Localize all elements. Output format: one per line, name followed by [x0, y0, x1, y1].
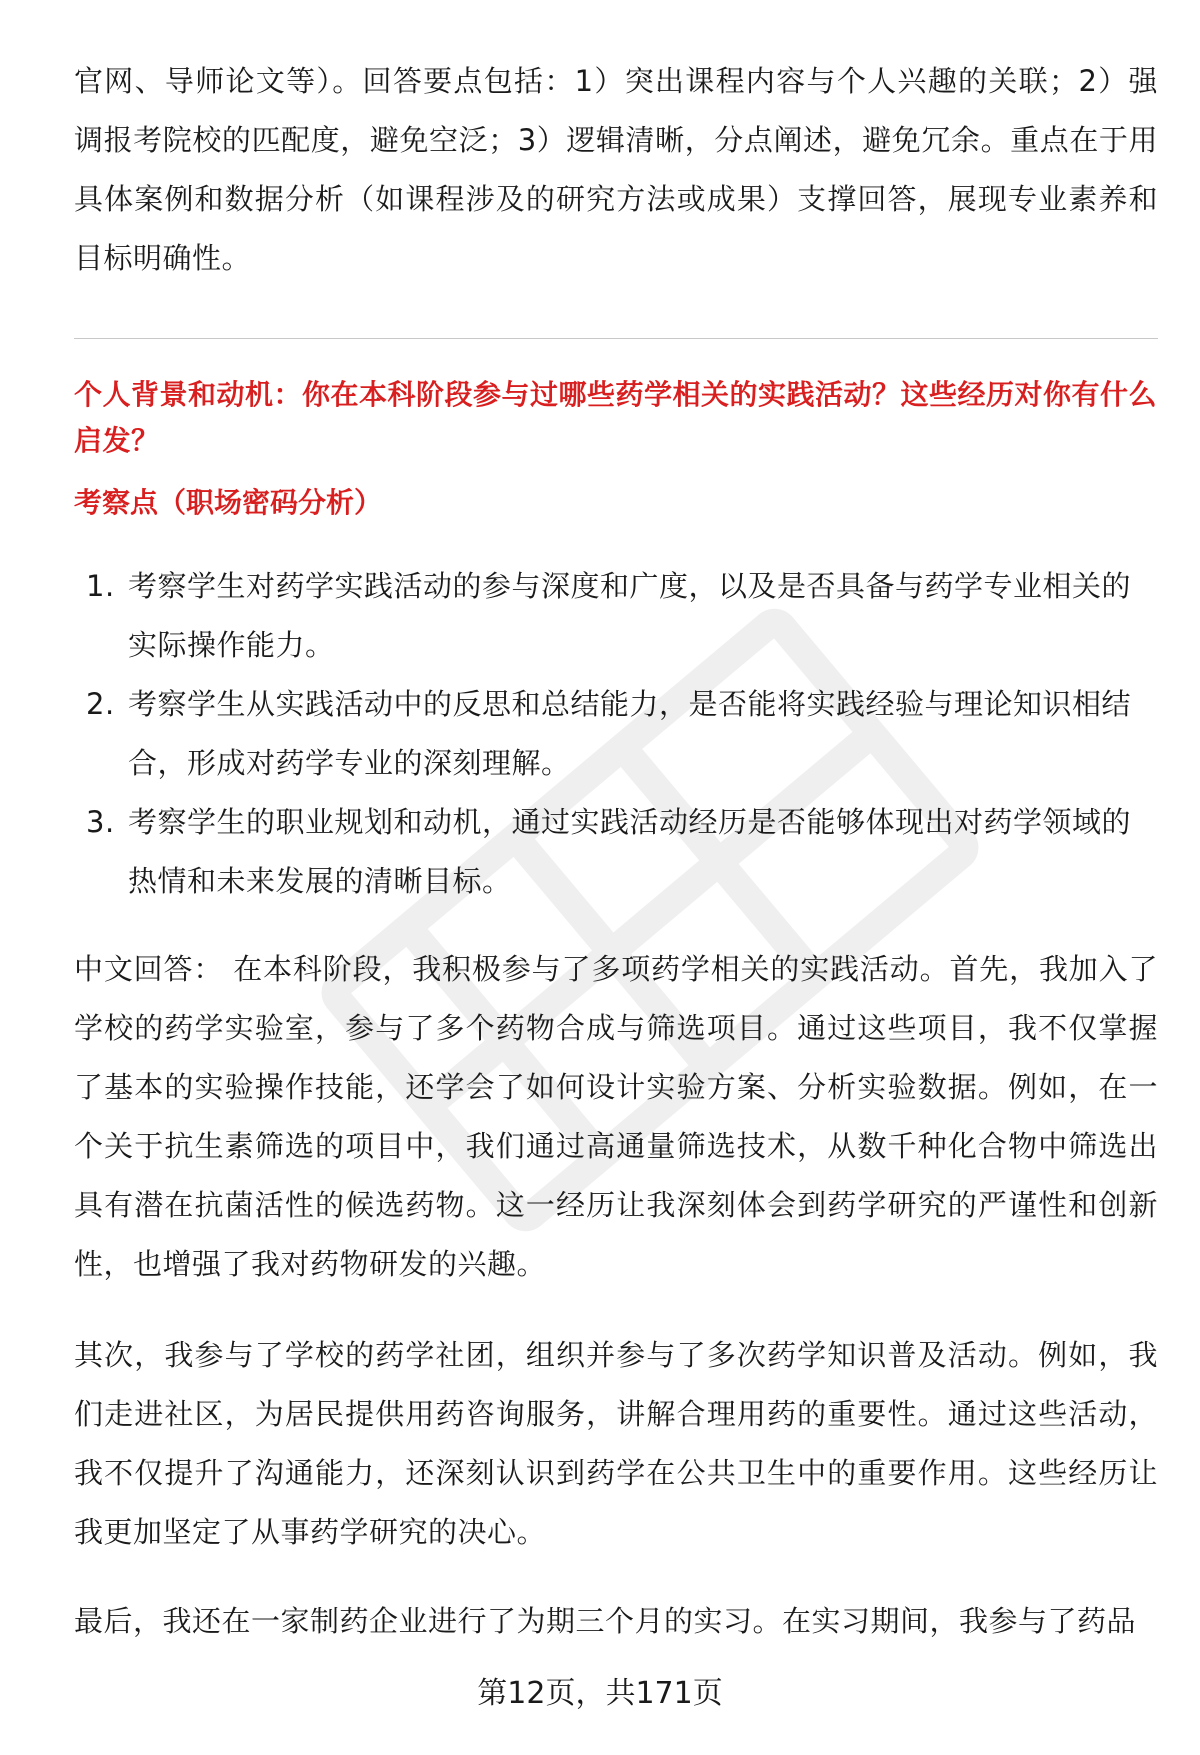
exam-points-list: [74, 557, 1158, 911]
answer-paragraph-1: 中文回答： 在本科阶段，我积极参与了多项药学相关的实践活动。首先，我加入了学校的药学实验室，参与了多个药物合成与筛选项目。通过这些项目，我不仅掌握了基本的实验操作技能，还学会了如何设计实验方案、分析实验数据。例如，在一个关于抗生素筛选的项目中，我们通过高通量筛选技术，从数千种化合物中筛选出具有潜在抗菌活性的候选药物。这一经历让我深刻体会到药学研究的严谨性和创新性，也增强了我对药物研发的兴趣。: [74, 952, 1158, 1281]
list-item-text: 考察学生从实践活动中的反思和总结能力，是否能将实践经验与理论知识相结合，形成对药学专业的深刻理解。: [128, 687, 1132, 780]
exam-points-title: 考察点（职场密码分析）: [74, 486, 383, 519]
answer-paragraph-2: 其次，我参与了学校的药学社团，组织并参与了多次药学知识普及活动。例如，我们走进社区，为居民提供用药咨询服务，讲解合理用药的重要性。通过这些活动，我不仅提升了沟通能力，还深刻认识到药学在公共卫生中的重要作用。这些经历让我更加坚定了从事药学研究的决心。: [74, 1338, 1158, 1549]
list-item-number: 3.: [86, 805, 115, 839]
intro-paragraph: 官网、导师论文等）。回答要点包括：1）突出课程内容与个人兴趣的关联；2）强调报考院校的匹配度，避免空泛；3）逻辑清晰，分点阐述，避免冗余。重点在于用具体案例和数据分析（如课程涉及的研究方法或成果）支撑回答，展现专业素养和目标明确性。: [74, 64, 1158, 275]
answer-paragraph-3: 最后，我还在一家制药企业进行了为期三个月的实习。在实习期间，我参与了药品: [74, 1604, 1137, 1638]
list-item-number: 1.: [86, 569, 115, 603]
list-item-number: 2.: [86, 687, 115, 721]
question-heading: 个人背景和动机：你在本科阶段参与过哪些药学相关的实践活动？这些经历对你有什么启发？: [74, 378, 1158, 457]
list-item: [74, 675, 1158, 793]
list-item: [74, 557, 1158, 675]
list-item-text: 考察学生的职业规划和动机，通过实践活动经历是否能够体现出对药学领域的热情和未来发展的清晰目标。: [128, 805, 1132, 898]
list-item-text: 考察学生对药学实践活动的参与深度和广度，以及是否具备与药学专业相关的实际操作能力。: [128, 569, 1132, 662]
page-number-footer: 第12页，共171页: [477, 1676, 723, 1711]
list-item: [74, 793, 1158, 911]
section-divider: [74, 338, 1158, 339]
